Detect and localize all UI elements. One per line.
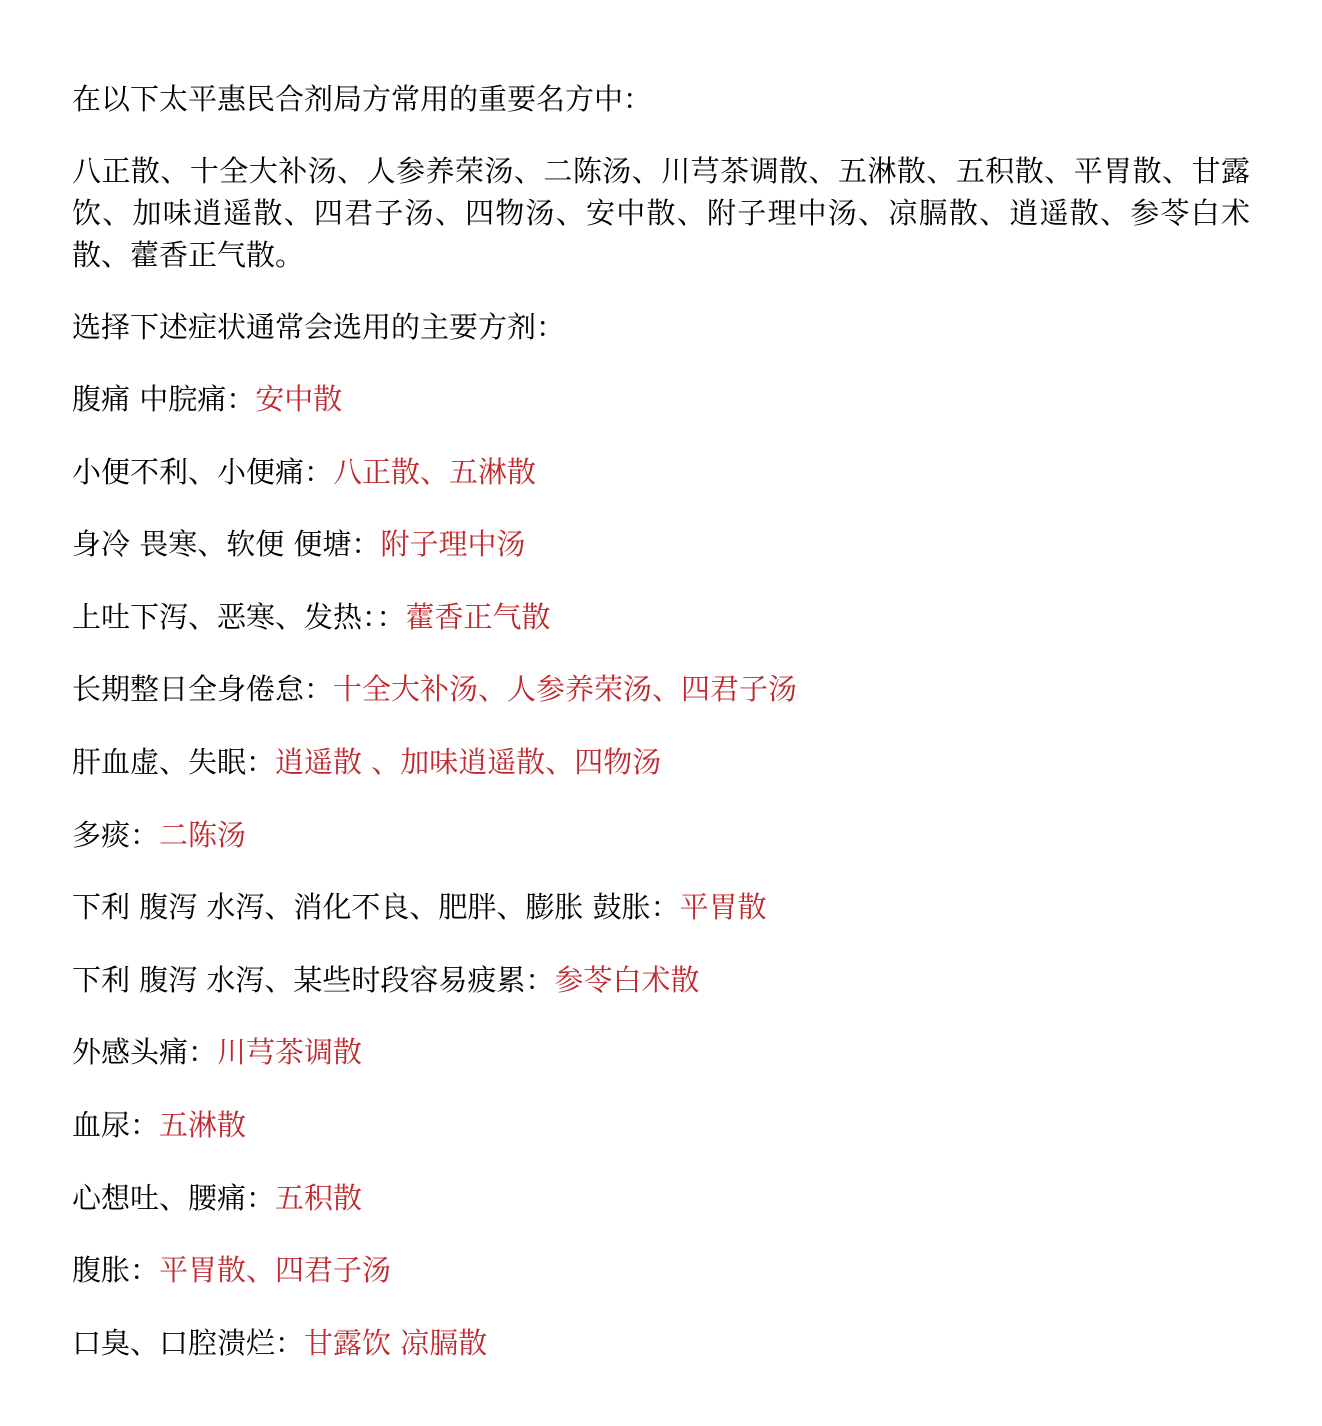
list-item xyxy=(72,378,1250,420)
answer-text: 十全大补汤、人参养荣汤、四君子汤 xyxy=(333,672,798,707)
list-item xyxy=(72,1031,1250,1073)
answer-text: 藿香正气散 xyxy=(405,599,551,634)
symptom-label: 小便不利、小便痛： xyxy=(72,454,334,489)
list-item xyxy=(72,959,1250,1001)
symptom-label: 口臭、口腔溃烂： xyxy=(72,1325,305,1360)
symptom-label: 血尿： xyxy=(72,1107,160,1142)
intro-text: 在以下太平惠民合剂局方常用的重要名方中： xyxy=(72,82,653,116)
symptom-label: 外感头痛： xyxy=(72,1035,218,1070)
answer-text: 逍遥散 、加味逍遥散、四物汤 xyxy=(275,744,662,779)
list-item xyxy=(72,596,1250,638)
symptom-label: 下利 腹泻 水泻、某些时段容易疲累： xyxy=(72,962,555,997)
answer-text: 平胃散、四君子汤 xyxy=(159,1253,392,1288)
answer-text: 参苓白术散 xyxy=(554,962,700,997)
answer-text: 甘露饮 凉膈散 xyxy=(304,1325,488,1360)
symptom-label: 腹胀： xyxy=(72,1253,160,1288)
symptom-label: 上吐下泻、恶寒、发热：： xyxy=(72,599,406,634)
list-item xyxy=(72,523,1250,565)
symptom-answer-list xyxy=(72,378,1250,1364)
answer-text: 五积散 xyxy=(275,1180,363,1215)
symptom-label: 心想吐、腰痛： xyxy=(72,1180,276,1215)
symptom-label: 身冷 畏寒、软便 便塘： xyxy=(72,527,381,562)
answer-text: 平胃散 xyxy=(679,890,767,925)
symptom-label: 下利 腹泻 水泻、消化不良、肥胖、膨胀 鼓胀： xyxy=(72,890,680,925)
list-item xyxy=(72,668,1250,710)
list-item xyxy=(72,814,1250,856)
list-item xyxy=(72,1322,1250,1364)
symptom-label: 腹痛 中脘痛： xyxy=(72,382,256,416)
list-item xyxy=(72,1249,1250,1291)
formula-list: 八正散、十全大补汤、人参养荣汤、二陈汤、川芎茶调散、五淋散、五积散、平胃散、甘露饮、加味逍遥散、四君子汤、四物汤、安中散、附子理中汤、凉膈散、逍遥散、参苓白术散、藿香正气散。 xyxy=(72,154,1250,272)
list-item xyxy=(72,1104,1250,1146)
symptom-label: 长期整日全身倦怠： xyxy=(72,672,334,707)
list-item xyxy=(72,451,1250,493)
symptom-label: 多痰： xyxy=(72,817,160,852)
answer-text: 二陈汤 xyxy=(159,817,247,852)
answer-text: 川芎茶调散 xyxy=(217,1035,363,1070)
answer-text: 附子理中汤 xyxy=(380,527,526,562)
answer-text: 八正散、五淋散 xyxy=(333,454,537,489)
list-item xyxy=(72,1177,1250,1219)
list-item xyxy=(72,886,1250,928)
answer-text: 安中散 xyxy=(255,382,343,416)
answer-text: 五淋散 xyxy=(159,1107,247,1142)
symptom-label: 肝血虚、失眠： xyxy=(72,744,276,779)
list-item xyxy=(72,741,1250,783)
question-text: 选择下述症状通常会选用的主要方剂： xyxy=(72,310,566,344)
